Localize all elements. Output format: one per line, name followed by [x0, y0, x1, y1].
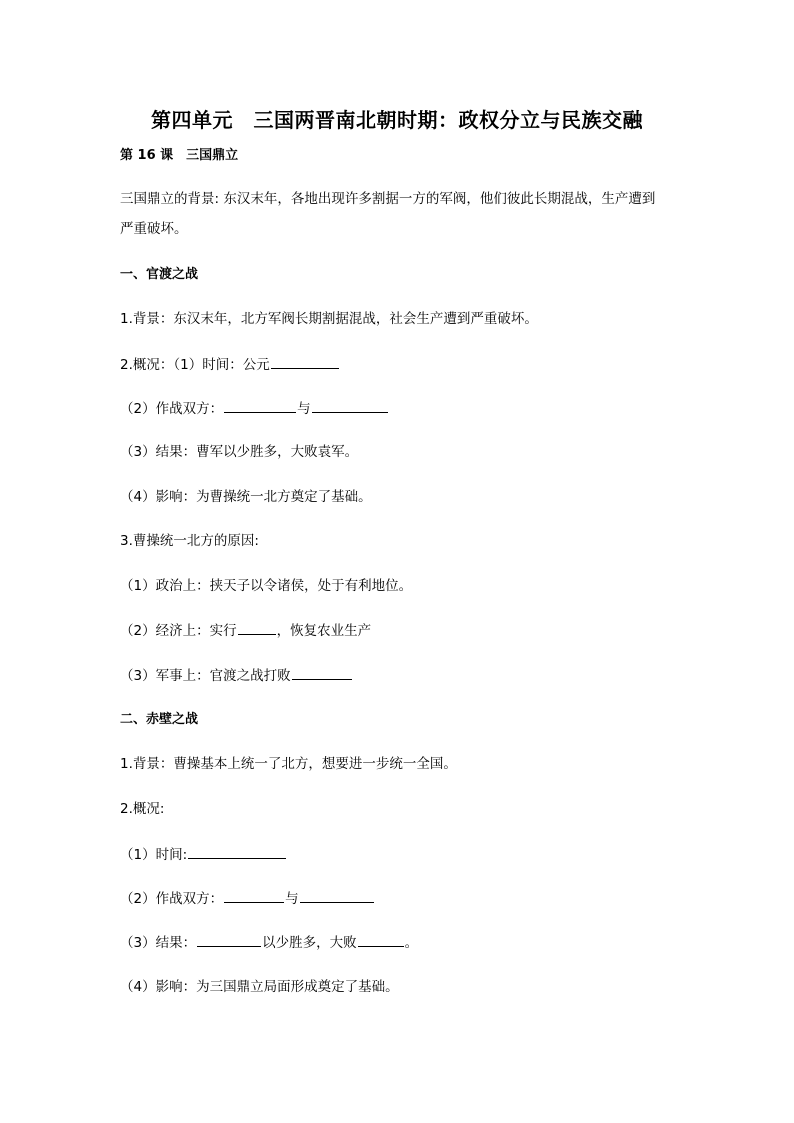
- combatant-a-blank-2[interactable]: [224, 888, 284, 903]
- section2-heading: 二、赤壁之战: [120, 712, 199, 727]
- section2-combatants: [120, 888, 375, 909]
- reason-economy-label: （2）经济上：实行: [120, 623, 237, 639]
- result-label-2: （3）结果：: [120, 935, 197, 951]
- reason-economy-rest: ，恢复农业生产: [276, 623, 372, 639]
- combatants-join-2: 与: [285, 891, 299, 907]
- combatant-a-blank[interactable]: [224, 398, 296, 413]
- time-label: （1）时间:: [120, 847, 188, 863]
- intro-line-2: 严重破坏。: [120, 221, 188, 237]
- section1-impact: （4）影响：为曹操统一北方奠定了基础。: [120, 489, 372, 505]
- section2-result: [120, 932, 418, 953]
- overview-time-label: 2.概况：（1）时间：公元: [120, 357, 270, 373]
- year-blank[interactable]: [271, 354, 339, 369]
- section2-overview-heading: 2.概况:: [120, 801, 165, 817]
- reason-military-label: （3）军事上：官渡之战打败: [120, 668, 291, 684]
- result-end-2: 。: [404, 935, 419, 951]
- reasons-heading: 3.曹操统一北方的原因:: [120, 533, 259, 549]
- section1-result: （3）结果：曹军以少胜多，大败袁军。: [120, 444, 359, 460]
- combatant-b-blank-2[interactable]: [300, 888, 374, 903]
- section1-background: 1.背景：东汉末年，北方军阀长期割据混战，社会生产遭到严重破坏。: [120, 311, 538, 327]
- unit-title: 第四单元 三国两晋南北朝时期：政权分立与民族交融: [151, 108, 643, 132]
- reason-military: [120, 665, 353, 686]
- combatants-label-2: （2）作战双方：: [120, 891, 224, 907]
- defeated-enemy-blank[interactable]: [292, 665, 352, 680]
- combatants-label: （2）作战双方：: [120, 401, 224, 417]
- combatant-b-blank[interactable]: [312, 398, 388, 413]
- result-middle-2: 以少胜多，大败: [262, 935, 357, 951]
- section2-time: [120, 844, 287, 865]
- section1-combatants: [120, 398, 389, 419]
- loser-blank[interactable]: [358, 932, 404, 947]
- intro-line-1: 三国鼎立的背景: 东汉末年，各地出现许多割据一方的军阀，他们彼此长期混战，生产遭到: [120, 191, 656, 207]
- time-blank[interactable]: [188, 844, 286, 859]
- combatants-join: 与: [297, 401, 311, 417]
- section1-overview-time: [120, 354, 340, 375]
- section2-impact: （4）影响：为三国鼎立局面形成奠定了基础。: [120, 979, 399, 995]
- winner-blank[interactable]: [197, 932, 261, 947]
- reason-politics: （1）政治上：挟天子以令诸侯，处于有利地位。: [120, 578, 413, 594]
- section1-heading: 一、官渡之战: [120, 267, 199, 282]
- lesson-title: 第 16 课 三国鼎立: [120, 148, 239, 163]
- section2-background: 1.背景：曹操基本上统一了北方，想要进一步统一全国。: [120, 756, 457, 772]
- reason-economy: [120, 620, 371, 641]
- economy-policy-blank[interactable]: [238, 620, 276, 635]
